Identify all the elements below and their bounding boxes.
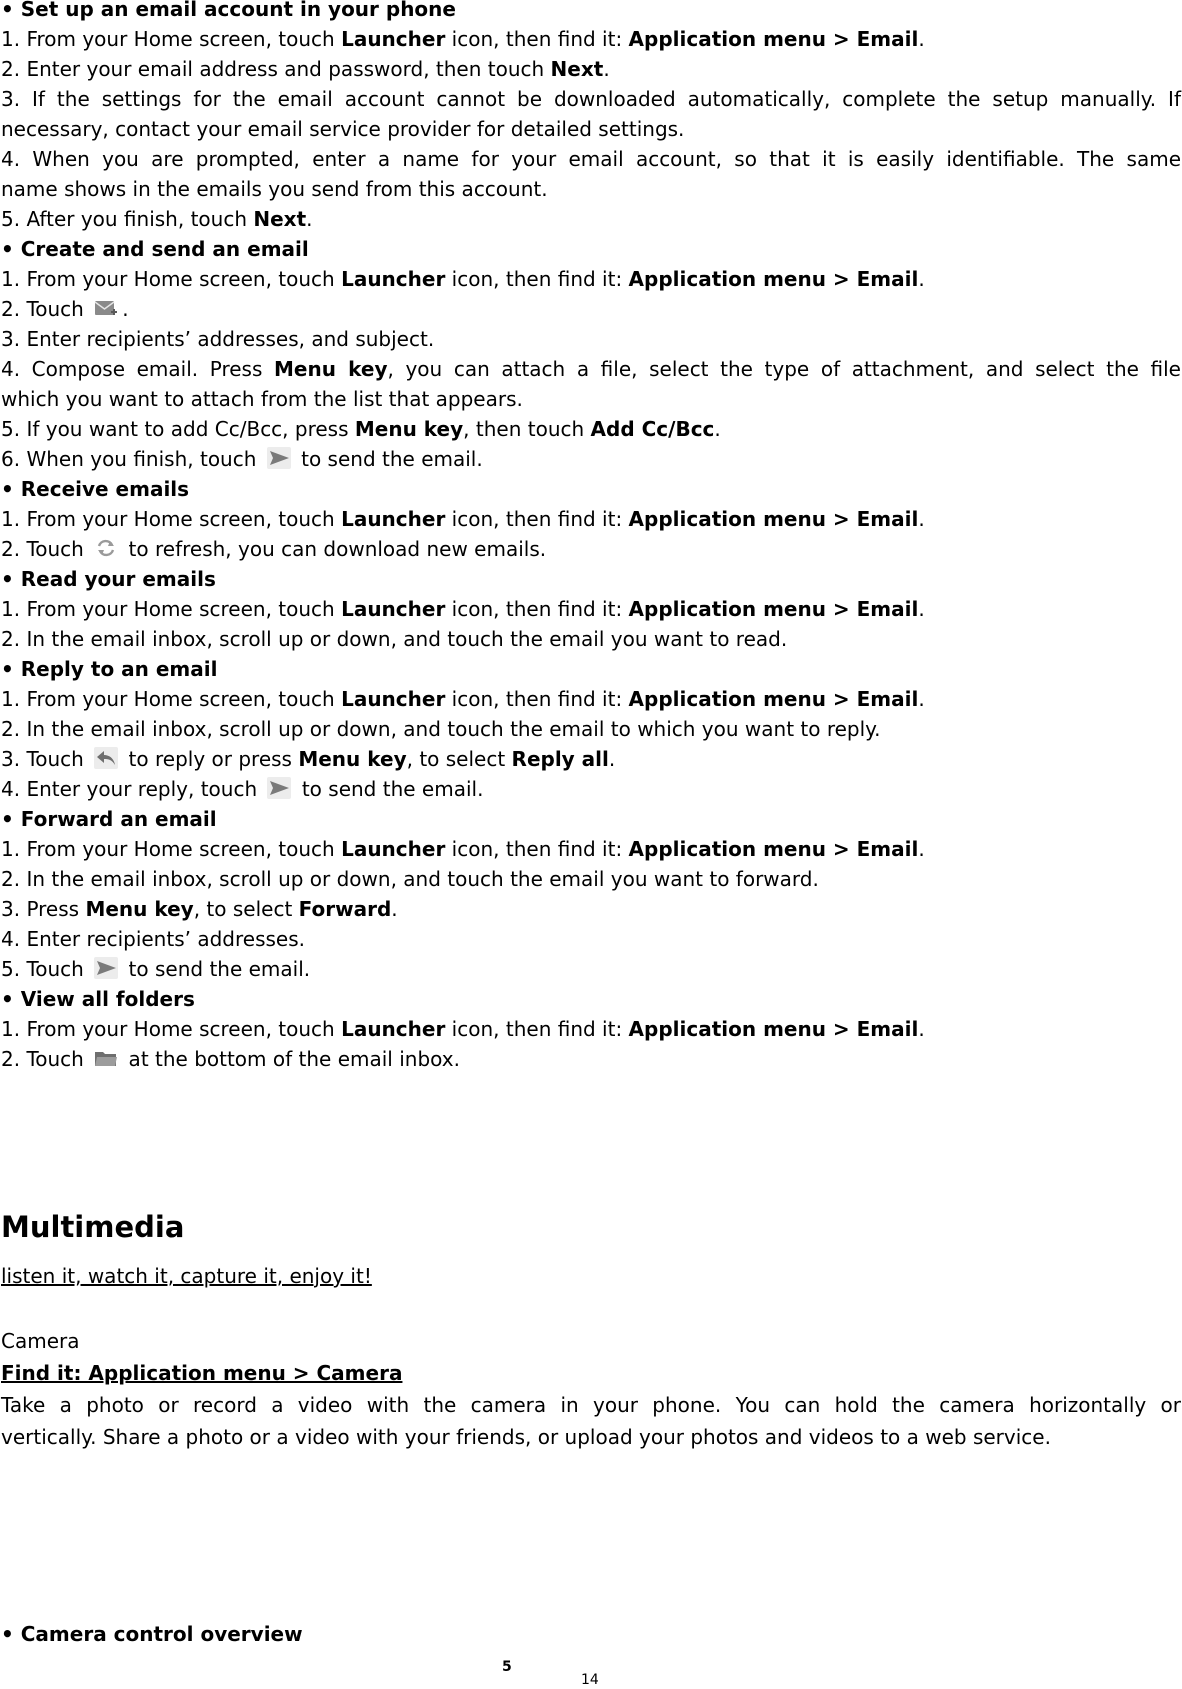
- step-line: 4. Enter your reply, touch to send the email.: [1, 777, 484, 801]
- step-line: 1. From your Home screen, touch Launcher icon, then find it: Application menu > Email.: [1, 597, 925, 621]
- send-icon: [267, 777, 291, 799]
- step-line: 2. Enter your email address and password, then touch Next.: [1, 57, 610, 81]
- step-line: 6. When you finish, touch to send the email.: [1, 447, 483, 471]
- step-line: 5. If you want to add Cc/Bcc, press Menu key, then touch Add Cc/Bcc.: [1, 417, 721, 441]
- chapter-tagline: listen it, watch it, capture it, enjoy it!: [1, 1264, 372, 1288]
- step-line: necessary, contact your email service provider for detailed settings.: [1, 117, 685, 141]
- step-line: 5. Touch to send the email.: [1, 957, 311, 981]
- step-line: 1. From your Home screen, touch Launcher icon, then find it: Application menu > Email.: [1, 27, 925, 51]
- send-icon: [267, 447, 291, 469]
- step-line: 4. Compose email. Press Menu key, you can attach a file, select the type of attachment, and select the file: [1, 357, 1181, 381]
- section-heading-read: • Read your emails: [1, 567, 216, 591]
- paragraph-line: vertically. Share a photo or a video with your friends, or upload your photos and videos to a web service.: [1, 1425, 1051, 1449]
- step-line: 2. In the email inbox, scroll up or down, and touch the email you want to read.: [1, 627, 788, 651]
- step-line: 3. If the settings for the email account cannot be downloaded automatically, complete the setup manually. If: [1, 87, 1181, 111]
- reply-icon: [94, 747, 118, 769]
- step-line: 4. Enter recipients’ addresses.: [1, 927, 305, 951]
- step-line: 3. Enter recipients’ addresses, and subject.: [1, 327, 435, 351]
- send-icon: [94, 957, 118, 979]
- step-line: 1. From your Home screen, touch Launcher icon, then find it: Application menu > Email.: [1, 267, 925, 291]
- paragraph-line: Take a photo or record a video with the camera in your phone. You can hold the camera horizontally or: [1, 1393, 1181, 1417]
- section-heading-receive: • Receive emails: [1, 477, 190, 501]
- step-line: 3. Press Menu key, to select Forward.: [1, 897, 398, 921]
- compose-email-icon: [94, 297, 118, 319]
- section-heading-reply: • Reply to an email: [1, 657, 218, 681]
- step-line: 2. Touch at the bottom of the email inbox.: [1, 1047, 460, 1071]
- folder-icon: [94, 1047, 118, 1069]
- step-line: 2. In the email inbox, scroll up or down, and touch the email to which you want to reply.: [1, 717, 881, 741]
- chapter-title: Multimedia: [1, 1210, 185, 1244]
- section-heading-setup: • Set up an email account in your phone: [1, 0, 456, 21]
- page-number: 5: [502, 1659, 512, 1675]
- step-line: 1. From your Home screen, touch Launcher icon, then find it: Application menu > Email.: [1, 1017, 925, 1041]
- find-it-path: Find it: Application menu > Camera: [1, 1361, 403, 1385]
- step-line: 5. After you finish, touch Next.: [1, 207, 313, 231]
- step-line: 2. Touch .: [1, 297, 129, 321]
- step-line: 4. When you are prompted, enter a name for your email account, so that it is easily identifiable. The same: [1, 147, 1181, 171]
- section-heading-camera-overview: • Camera control overview: [1, 1622, 303, 1646]
- step-line: 2. In the email inbox, scroll up or down, and touch the email you want to forward.: [1, 867, 819, 891]
- step-line: 1. From your Home screen, touch Launcher icon, then find it: Application menu > Email.: [1, 687, 925, 711]
- subsection-title: Camera: [1, 1329, 80, 1353]
- step-line: 2. Touch to refresh, you can download new emails.: [1, 537, 547, 561]
- step-line: 3. Touch to reply or press Menu key, to select Reply all.: [1, 747, 616, 771]
- section-heading-create: • Create and send an email: [1, 237, 309, 261]
- step-line: 1. From your Home screen, touch Launcher icon, then find it: Application menu > Email.: [1, 837, 925, 861]
- section-heading-forward: • Forward an email: [1, 807, 217, 831]
- step-line: which you want to attach from the list that appears.: [1, 387, 523, 411]
- refresh-icon: [94, 537, 118, 559]
- section-heading-folders: • View all folders: [1, 987, 195, 1011]
- step-line: 1. From your Home screen, touch Launcher icon, then find it: Application menu > Email.: [1, 507, 925, 531]
- step-line: name shows in the emails you send from this account.: [1, 177, 548, 201]
- page-number-secondary: 14: [581, 1672, 599, 1688]
